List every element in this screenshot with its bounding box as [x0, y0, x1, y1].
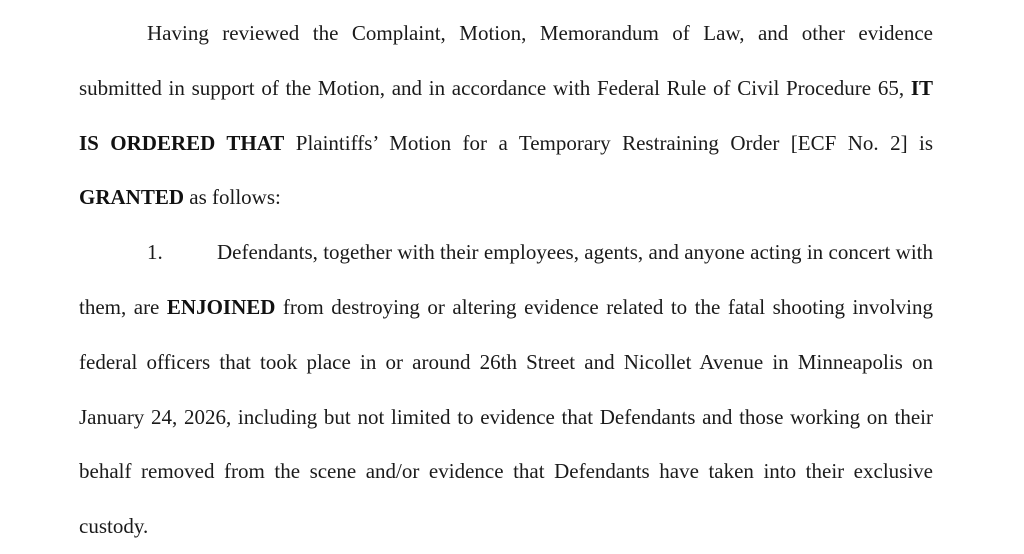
- order-text: [79, 6, 933, 554]
- enjoined-text: ENJOINED: [166, 294, 276, 319]
- granted-text: GRANTED: [79, 185, 185, 210]
- order-item-1: [79, 225, 933, 554]
- motion-text: Plaintiffs’ Motion for a Temporary Restraining Order [ECF No. 2] is: [284, 130, 934, 155]
- item-number: 1.: [147, 240, 163, 265]
- order-intro-text: Having reviewed the Complaint, Motion, Memorandum of Law, and other evidence submitted in support of the Motion, and in accordance with Federal Rule of Civil Procedure 65,: [79, 21, 933, 100]
- order-paragraph: [79, 6, 933, 225]
- item-1-continuation: from destroying or altering evidence related to the fatal shooting involving federal officers that took place in or around 26th Street and Nicollet Avenue in Minneapolis on January 24, 2026, including but not limited to evidence that Defendants and those working on their behalf removed from the scene and/or evidence that Defendants have taken into their exclusive custody.: [79, 294, 933, 539]
- it-is-ordered-text: IT IS ORDERED THAT: [79, 75, 933, 155]
- item-1-text: Defendants, together with their employees, agents, and anyone acting in concert with them, are: [79, 240, 933, 319]
- as-follows-text: as follows:: [184, 185, 281, 210]
